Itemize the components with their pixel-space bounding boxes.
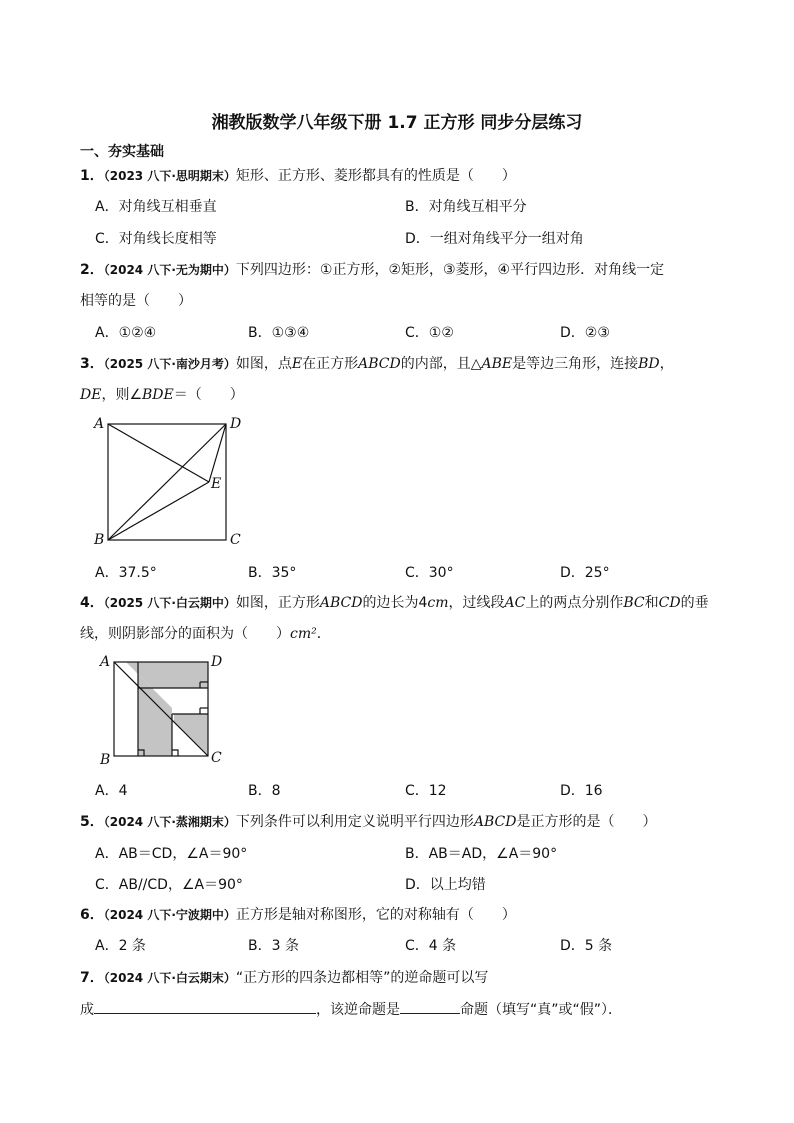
question-source: （2024 八下·宁波期中） (103, 908, 236, 922)
question-text: 如图，正方形 (235, 595, 320, 611)
math-triangle: △ABE (470, 356, 513, 372)
option-d: D．25° (560, 565, 610, 581)
question-text-line2: 相等的是（ ） (80, 293, 192, 309)
label-c: C (211, 750, 222, 766)
question-source: （2025 八下·白云期中） (103, 596, 236, 610)
question-text-line2 (80, 623, 331, 643)
math-shape: ABCD (358, 356, 401, 372)
question-text: 矩形、正方形、菱形都具有的性质是（ ） (235, 168, 516, 184)
question-text: 和 (644, 595, 659, 611)
option-a: A．37.5° (95, 565, 157, 581)
math-unit: cm² (290, 626, 317, 642)
question-number: 5． (80, 814, 104, 830)
option-c: C．对角线长度相等 (95, 231, 217, 247)
question-number: 4． (80, 595, 104, 611)
question-text: ＝（ ） (173, 387, 244, 403)
label-b: B (100, 752, 111, 768)
option-a: A．对角线互相垂直 (95, 199, 217, 215)
option-b: B．对角线互相平分 (405, 199, 527, 215)
option-a: A．2 条 (95, 938, 146, 954)
option-c: C．4 条 (405, 938, 457, 954)
figure-square-equilateral (88, 410, 248, 550)
option-c: C．①② (405, 325, 454, 341)
question-text: ． (316, 626, 331, 642)
option-d: D．一组对角线平分一组对角 (405, 231, 584, 247)
question-text: 成 (80, 1002, 94, 1018)
question-source: （2023 八下·思明期末） (103, 169, 236, 183)
option-b: B．①③④ (248, 325, 310, 341)
question-text: 下列条件可以利用定义说明平行四边形 (235, 814, 474, 830)
question-text: 在正方形 (302, 356, 359, 372)
question-text: 下列四边形：①正方形，②矩形，③菱形，④平行四边形．对角线一定 (235, 262, 665, 278)
math-shape: ABCD (319, 595, 363, 611)
question-5 (80, 811, 657, 831)
math-segment: CD (658, 595, 681, 611)
label-c: C (230, 532, 241, 548)
question-1 (80, 165, 516, 185)
question-number: 2． (80, 262, 104, 278)
question-text: “正方形的四条边都相等”的逆命题可以写 (235, 970, 489, 986)
option-d: D．16 (560, 783, 603, 799)
question-text: 是正方形的是（ ） (516, 814, 657, 830)
question-text: 正方形是轴对称图形，它的对称轴有（ ） (235, 907, 516, 923)
question-text-line2 (80, 999, 622, 1019)
question-4 (80, 592, 709, 612)
option-b: B．8 (248, 783, 281, 799)
question-3 (80, 353, 674, 373)
option-c: C．30° (405, 565, 454, 581)
option-b: B．3 条 (248, 938, 299, 954)
shaded-region-right (174, 714, 208, 756)
section-heading: 一、夯实基础 (80, 144, 164, 160)
math-segment: AC (504, 595, 526, 611)
label-a: A (94, 416, 105, 432)
option-c: C．12 (405, 783, 447, 799)
question-6 (80, 904, 516, 924)
question-number: 1． (80, 168, 104, 184)
question-text: ，过线段 (448, 595, 505, 611)
math-point: E (291, 356, 303, 372)
question-7 (80, 967, 488, 987)
option-b: B．AB＝AD，∠A＝90° (405, 846, 558, 862)
math-segment: BD (638, 356, 660, 372)
option-a: A．4 (95, 783, 128, 799)
right-angle-mark (172, 750, 178, 756)
answer-blank-1[interactable] (94, 999, 316, 1014)
page-title: 湘教版数学八年级下册 1.7 正方形 同步分层练习 (211, 113, 583, 133)
question-source: （2024 八下·无为期中） (103, 263, 236, 277)
option-d: D．以上均错 (405, 877, 486, 893)
label-b: B (94, 532, 105, 548)
question-text-line2 (80, 384, 244, 404)
question-source: （2024 八下·蒸湘期末） (103, 815, 236, 829)
question-text: 的边长为4 (362, 595, 428, 611)
segment-ae (108, 424, 209, 482)
question-text: 命题（填写“真”或“假”）． (460, 1002, 623, 1018)
option-b: B．35° (248, 565, 297, 581)
question-2 (80, 259, 664, 279)
label-d: D (211, 654, 223, 670)
option-a: A．AB＝CD，∠A＝90° (95, 846, 248, 862)
label-d: D (230, 416, 242, 432)
question-text: 上的两点分别作 (525, 595, 624, 611)
question-source: （2024 八下·白云期末） (103, 971, 236, 985)
option-a: A．①②④ (95, 325, 157, 341)
question-source: （2025 八下·南沙月考） (103, 357, 236, 371)
question-text: 如图，点 (235, 356, 292, 372)
question-text: 是等边三角形，连接 (512, 356, 639, 372)
label-e: E (211, 476, 222, 492)
math-segment: BC (623, 595, 645, 611)
question-text: 的垂 (680, 595, 709, 611)
question-number: 6． (80, 907, 104, 923)
math-shape: ABCD (473, 814, 517, 830)
question-text: ，则∠ (101, 387, 143, 403)
option-d: D．②③ (560, 325, 610, 341)
question-text: 的内部，且 (400, 356, 471, 372)
figure-square-shaded (94, 650, 234, 770)
question-text: 线，则阴影部分的面积为（ ） (80, 626, 290, 642)
question-text: ，该逆命题是 (316, 1002, 400, 1018)
math-unit: cm (427, 595, 449, 611)
option-c: C．AB//CD，∠A＝90° (95, 877, 243, 893)
question-text: ， (659, 356, 674, 372)
math-angle: BDE (142, 387, 174, 403)
answer-blank-2[interactable] (400, 999, 460, 1014)
label-a: A (100, 654, 111, 670)
option-d: D．5 条 (560, 938, 613, 954)
math-segment: DE (80, 387, 102, 403)
question-number: 3． (80, 356, 104, 372)
question-number: 7． (80, 970, 104, 986)
